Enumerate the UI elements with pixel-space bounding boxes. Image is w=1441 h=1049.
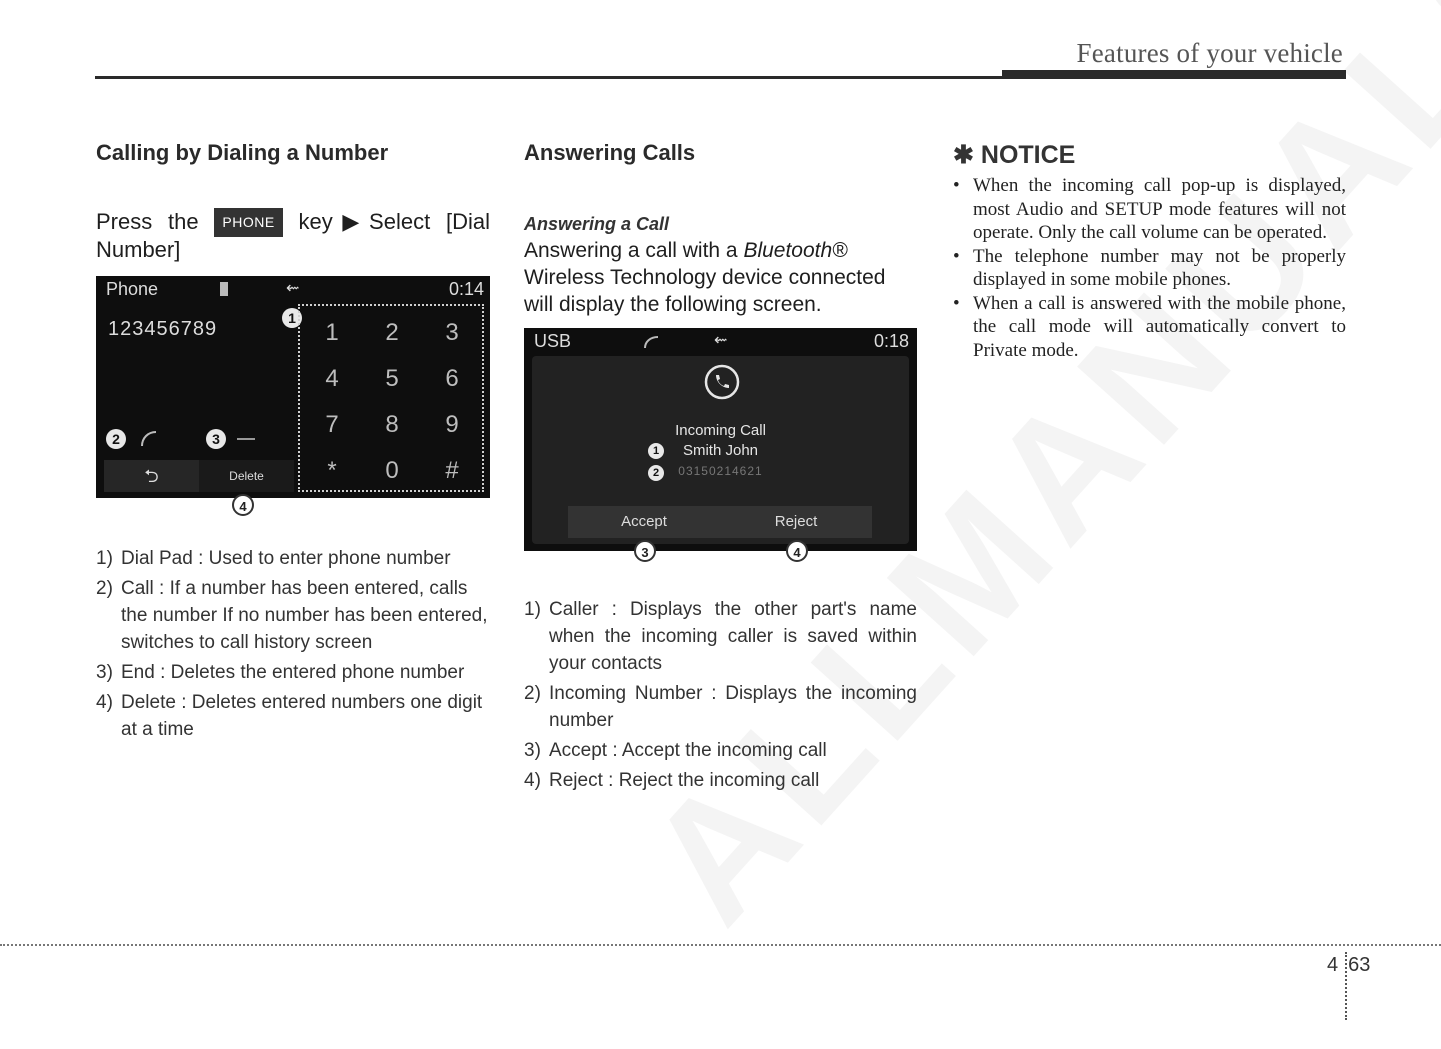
item-text: Incoming Number : Displays the incoming number <box>549 683 917 731</box>
item-text: End : Deletes the entered phone number <box>121 662 465 683</box>
notice-box <box>953 140 1346 362</box>
dial-key[interactable]: 9 <box>445 411 459 438</box>
item-text: Reject : Reject the incoming call <box>549 770 820 791</box>
dial-key[interactable]: 5 <box>385 365 399 392</box>
page-number-separator <box>1345 952 1347 1020</box>
back-icon[interactable]: ⮌ <box>144 466 159 486</box>
dialed-number: 123456789 <box>108 318 218 340</box>
screen-title: USB <box>534 331 572 351</box>
call-icon[interactable] <box>138 428 160 450</box>
dial-key[interactable]: 6 <box>445 365 459 392</box>
caller-name: Smith John <box>682 442 759 459</box>
notice-title: ✱ NOTICE <box>953 141 1076 169</box>
item-number: 3) <box>96 662 113 683</box>
body-part-2: Wireless Technology device connected will display the following screen. <box>524 266 886 316</box>
reject-button[interactable]: Reject <box>720 506 872 538</box>
notice-text: The telephone number may not be properly displayed in some mobile phones. <box>973 245 1346 290</box>
header-rule <box>95 76 1002 79</box>
list-item <box>524 596 917 677</box>
header-title: Features of your vehicle <box>1076 38 1343 68</box>
body-part-1: Answering a call with a <box>524 239 744 262</box>
notice-list <box>953 174 1346 362</box>
notice-item <box>953 174 1346 245</box>
notice-text: When the incoming call pop-up is displayed, most Audio and SETUP mode features will not operate. Only the call volume can be operated. <box>973 175 1346 243</box>
dialing-intro <box>96 208 490 262</box>
chapter-number: 4 <box>1327 954 1339 976</box>
marker-2: 2 <box>648 465 664 481</box>
item-number: 2) <box>524 683 541 704</box>
bottom-controls <box>104 460 294 492</box>
list-item <box>96 575 490 656</box>
screen-time: 0:18 <box>873 331 909 351</box>
marker-4: 4 <box>786 540 808 562</box>
item-number: 3) <box>524 740 541 761</box>
marker-3: 3 <box>634 540 656 562</box>
accept-button[interactable]: Accept <box>568 506 720 538</box>
item-number: 2) <box>96 578 113 599</box>
delete-button[interactable]: Delete <box>199 460 294 492</box>
dial-key[interactable]: 8 <box>385 411 399 438</box>
phone-dial-screen <box>96 276 490 498</box>
page-index: 63 <box>1348 954 1371 976</box>
incoming-call-screen <box>524 328 917 551</box>
dial-key[interactable]: * <box>327 457 337 484</box>
bullet-icon: • <box>953 245 960 267</box>
dial-key[interactable]: # <box>445 457 459 484</box>
notice-text: When a call is answered with the mobile phone, the call mode will automatically convert to Private mode. <box>973 292 1346 361</box>
item-text: Delete : Deletes entered numbers one digit at a time <box>121 692 483 740</box>
column-dialing <box>96 140 490 262</box>
notice-item <box>953 245 1346 292</box>
dial-key[interactable]: 4 <box>325 365 339 392</box>
dial-pad[interactable] <box>298 304 484 492</box>
list-item <box>524 737 917 764</box>
item-number: 4) <box>524 770 541 791</box>
usb-icon: ⇜ <box>714 332 728 349</box>
bullet-icon: • <box>953 292 960 314</box>
list-item <box>524 767 917 794</box>
list-item <box>524 680 917 734</box>
marker-4: 4 <box>232 494 254 516</box>
incoming-call-label: Incoming Call <box>675 422 766 439</box>
intro-text-before: Press the <box>96 209 199 234</box>
section-title-dialing: Calling by Dialing a Number <box>96 140 389 165</box>
section-title-answering: Answering Calls <box>524 140 696 165</box>
bluetooth-term: Bluetooth® <box>743 239 848 262</box>
marker-2: 2 <box>106 429 126 449</box>
item-number: 1) <box>96 548 113 569</box>
intro-text-after: key▶Select [Dial Number] <box>96 209 490 262</box>
dial-key[interactable]: 0 <box>385 457 399 484</box>
call-controls <box>104 424 294 454</box>
list-item <box>96 545 490 572</box>
screen-time: 0:14 <box>448 279 484 299</box>
marker-1: 1 <box>282 308 302 328</box>
item-text: Dial Pad : Used to enter phone number <box>121 548 451 569</box>
phone-ring-icon <box>704 364 740 400</box>
notice-item <box>953 292 1346 363</box>
header-bar <box>1002 70 1346 79</box>
footer-rule <box>0 944 1441 946</box>
list-item <box>96 659 490 686</box>
list-item <box>96 689 490 743</box>
bluetooth-icon <box>220 282 228 296</box>
item-text: Call : If a number has been entered, calls the number If no number has been entered, switches to call history screen <box>121 578 488 653</box>
dial-key[interactable]: 3 <box>445 319 459 346</box>
usb-icon: ⇜ <box>286 280 300 297</box>
page-number <box>1327 954 1370 977</box>
marker-3: 3 <box>206 429 226 449</box>
screen-title: Phone <box>106 279 159 299</box>
dial-key[interactable]: 2 <box>385 319 399 346</box>
end-call-icon[interactable] <box>234 428 258 450</box>
subsection-title: Answering a Call <box>524 214 670 234</box>
dial-key[interactable]: 7 <box>325 411 339 438</box>
marker-1: 1 <box>648 443 664 459</box>
item-text: Caller : Displays the other part's name when the incoming caller is saved within your contacts <box>549 599 917 674</box>
bullet-icon: • <box>953 175 960 196</box>
column-answering <box>524 140 917 318</box>
item-text: Accept : Accept the incoming call <box>549 740 827 761</box>
item-number: 1) <box>524 599 541 620</box>
call-status-icon <box>642 334 662 350</box>
answering-body <box>524 237 917 318</box>
dialing-legend-list <box>96 545 490 746</box>
item-number: 4) <box>96 692 113 713</box>
caller-number: 03150214621 <box>678 464 763 478</box>
answering-legend-list <box>524 596 917 797</box>
phone-key-label: PHONE <box>214 208 282 237</box>
dial-key[interactable]: 1 <box>325 319 339 346</box>
